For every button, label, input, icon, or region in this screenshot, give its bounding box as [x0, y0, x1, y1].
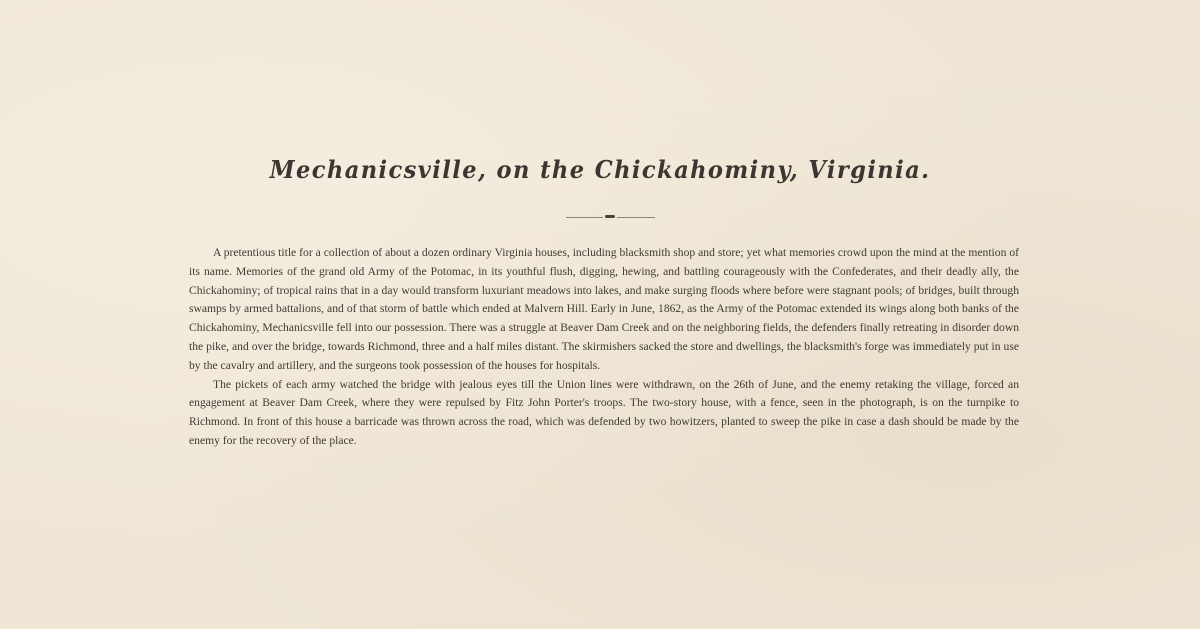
paragraph-1: A pretentious title for a collection of about a dozen ordinary Virginia houses, including blacksmith shop and store; yet what memories crowd upon the mind at the mention of its name. Memories of the grand old Army of the Potomac, in its youthful flush, digging, hewing, and battling courageously with the Confederates, and their deadly ally, the Chickahominy; of tropical rains that in a day would transform luxuriant meadows into lakes, and make surging floods where before were stagnant pools; of bridges, built through swamps by armed battalions, and of that storm of battle which ended at Malvern Hill. Early in June, 1862, as the Army of the Potomac extended its wings along both banks of the Chickahominy, Mechanicsville fell into our possession. There was a struggle at Beaver Dam Creek and on the neighboring fields, the defenders finally retreating in disorder down the pike, and over the bridge, towards Richmond, three and a half miles distant. The skirmishers sacked the store and dwellings, the blacksmith's forge was immediately put in use by the cavalry and artillery, and the surgeons took possession of the houses for hospitals. — [189, 246, 1019, 372]
paragraph-2: The pickets of each army watched the bridge with jealous eyes till the Union lines were withdrawn, on the 26th of June, and the enemy retaking the village, forced an engagement at Beaver Dam Creek, where they were repulsed by Fitz John Porter's troops. The two-story house, with a fence, seen in the photograph, is on the turnpike to Richmond. In front of this house a barricade was thrown across the road, which was defended by two howitzers, planted to sweep the pike in case a dash should be made by the enemy for the recovery of the place. — [189, 377, 1019, 447]
page-title: Mechanicsville, on the Chickahominy, Virginia. — [269, 155, 931, 184]
divider-ornament-icon — [603, 213, 617, 221]
body-text — [189, 244, 1019, 451]
